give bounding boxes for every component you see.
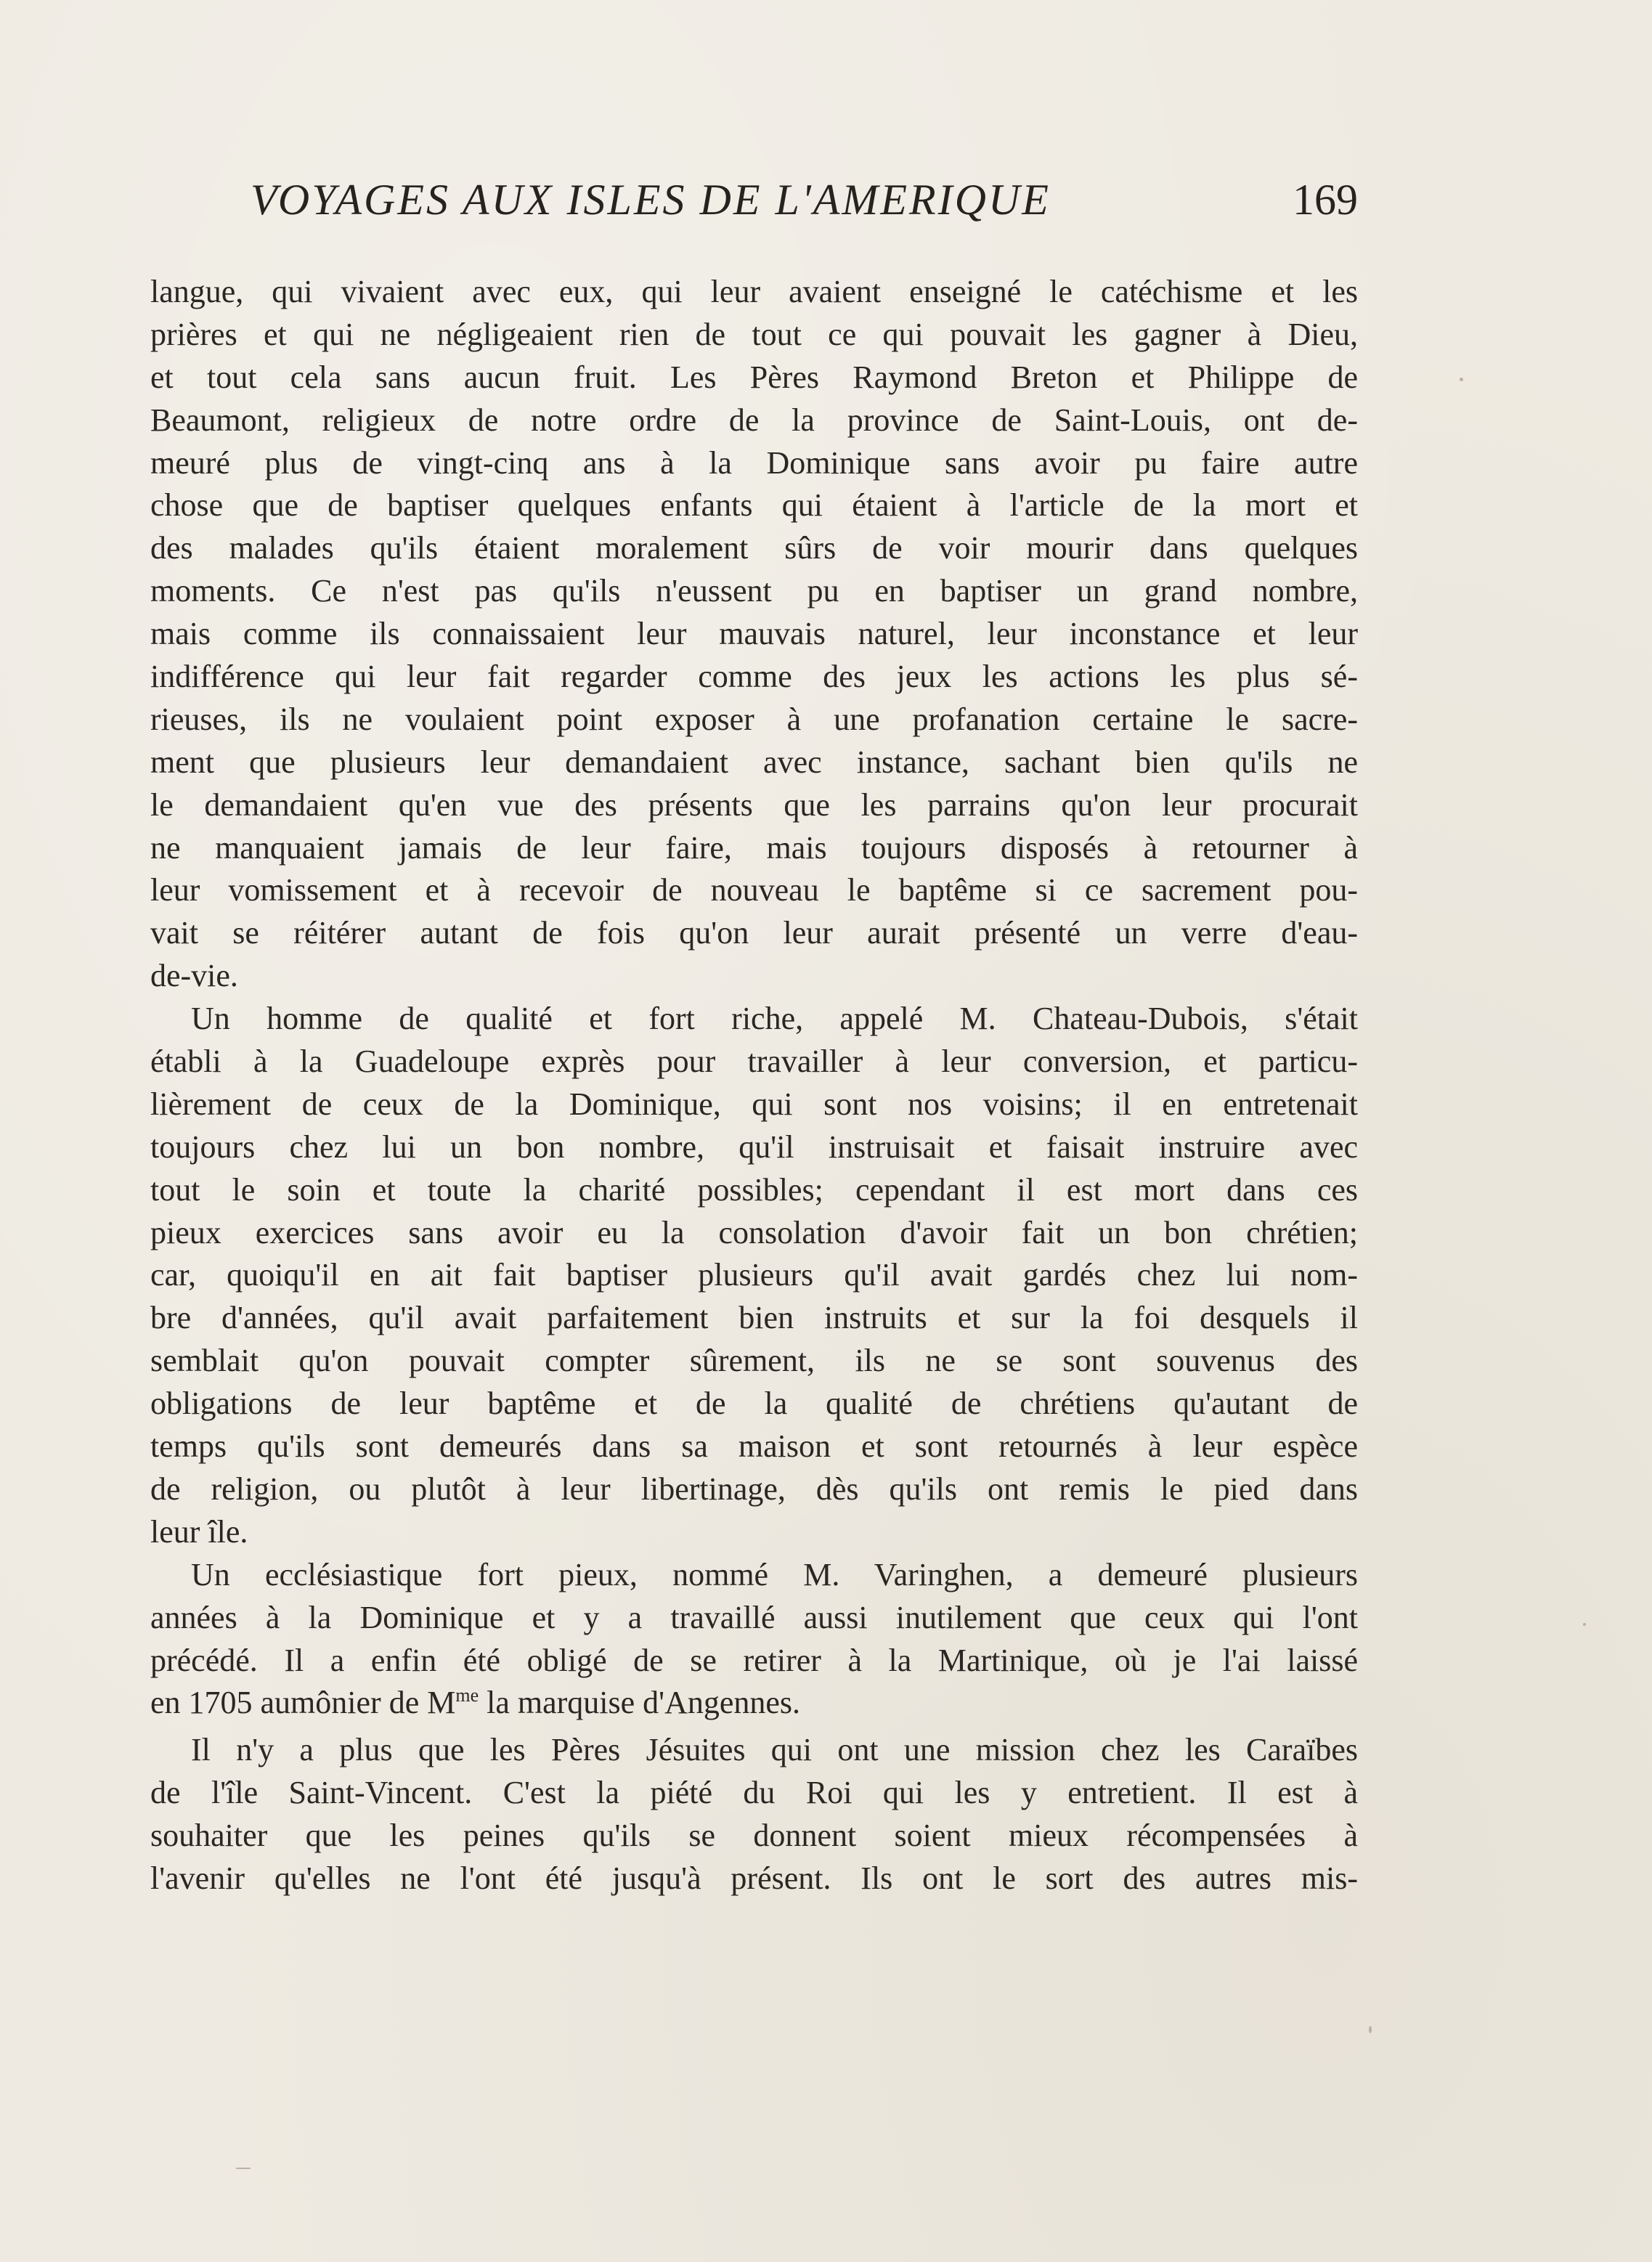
paragraph <box>150 1554 1358 1725</box>
body-text <box>150 271 1358 1900</box>
text-line: lièrement de ceux de la Dominique, qui sont nos voisins; il en entretenait <box>150 1086 1358 1122</box>
text-line: souhaiter que les peines qu'ils se donnent soient mieux récompensées à <box>150 1818 1358 1854</box>
text-line: Beaumont, religieux de notre ordre de la province de Saint-Louis, ont de- <box>150 402 1358 438</box>
text-line: temps qu'ils sont demeurés dans sa maison et sont retournés à leur espèce <box>150 1428 1358 1465</box>
text-line: Un homme de qualité et fort riche, appelé M. Chateau-Dubois, s'était <box>191 1001 1358 1037</box>
text-line: mais comme ils connaissaient leur mauvais naturel, leur inconstance et leur <box>150 616 1358 652</box>
text-line: chose que de baptiser quelques enfants qui étaient à l'article de la mort et <box>150 487 1358 524</box>
text-line: le demandaient qu'en vue des présents que les parrains qu'on leur procurait <box>150 786 1358 823</box>
text-line: toujours chez lui un bon nombre, qu'il instruisait et faisait instruire avec <box>150 1128 1358 1165</box>
text-line: tout le soin et toute la charité possibles; cependant il est mort dans ces <box>150 1171 1358 1208</box>
text-line: des malades qu'ils étaient moralement sûrs de voir mourir dans quelques <box>150 530 1358 566</box>
text-line <box>150 1682 1358 1725</box>
text-line: ment que plusieurs leur demandaient avec instance, sachant bien qu'ils ne <box>150 744 1358 780</box>
text-line: obligations de leur baptême et de la qualité de chrétiens qu'autant de <box>150 1386 1358 1422</box>
text-line: rieuses, ils ne voulaient point exposer à une profanation certaine le sacre- <box>150 701 1358 737</box>
paper-speck <box>236 2168 251 2169</box>
text-line: bre d'années, qu'il avait parfaitement bien instruits et sur la foi desquels il <box>150 1300 1358 1336</box>
paragraph <box>150 1729 1358 1900</box>
paper-speck <box>1460 378 1463 381</box>
text-line: établi à la Guadeloupe exprès pour travailler à leur conversion, et particu- <box>150 1043 1358 1080</box>
text-line: et tout cela sans aucun fruit. Les Pères Raymond Breton et Philippe de <box>150 359 1358 395</box>
paragraph <box>150 271 1358 998</box>
page-header <box>251 167 1358 232</box>
text-line: de l'île Saint-Vincent. C'est la piété du Roi qui les y entretient. Il est à <box>150 1775 1358 1811</box>
text-line: vait se réitérer autant de fois qu'on leur aurait présenté un verre d'eau- <box>150 915 1358 951</box>
text-line: années à la Dominique et y a travaillé aussi inutilement que ceux qui l'ont <box>150 1599 1358 1635</box>
text-line: précédé. Il a enfin été obligé de se retirer à la Martinique, où je l'ai laissé <box>150 1642 1358 1678</box>
text-line: langue, qui vivaient avec eux, qui leur avaient enseigné le catéchisme et les <box>150 274 1358 309</box>
text-line: leur vomissement et à recevoir de nouveau le baptême si ce sacrement pou- <box>150 872 1358 908</box>
text-line: l'avenir qu'elles ne l'ont été jusqu'à présent. Ils ont le sort des autres mis- <box>150 1860 1358 1896</box>
text-line: de religion, ou plutôt à leur libertinage, dès qu'ils ont remis le pied dans <box>150 1470 1358 1507</box>
text-line: leur île. <box>150 1513 248 1550</box>
page-number: 169 <box>1293 176 1358 224</box>
paper-speck <box>1369 2026 1372 2033</box>
text-line: de-vie. <box>150 958 238 994</box>
superscript-abbreviation: me <box>455 1685 479 1706</box>
paper-speck <box>1583 1623 1586 1626</box>
paragraph <box>150 998 1358 1554</box>
text-line: Un ecclésiastique fort pieux, nommé M. Varinghen, a demeuré plusieurs <box>191 1556 1358 1592</box>
text-line: prières et qui ne négligeaient rien de tout ce qui pouvait les gagner à Dieu, <box>150 316 1358 352</box>
text-line: semblait qu'on pouvait compter sûrement, ils ne se sont souvenus des <box>150 1343 1358 1379</box>
text-line: Il n'y a plus que les Pères Jésuites qui ont une mission chez les Caraïbes <box>191 1732 1358 1768</box>
text-line: pieux exercices sans avoir eu la consolation d'avoir fait un bon chrétien; <box>150 1214 1358 1250</box>
text-line: indifférence qui leur fait regarder comme des jeux les actions les plus sé- <box>150 659 1358 695</box>
text-fragment: la marquise d'Angennes. <box>479 1685 801 1721</box>
text-fragment: en 1705 aumônier de M <box>150 1685 456 1721</box>
running-title: VOYAGES AUX ISLES DE L'AMERIQUE <box>251 176 1051 224</box>
text-line: ne manquaient jamais de leur faire, mais toujours disposés à retourner à <box>150 829 1358 866</box>
text-line: moments. Ce n'est pas qu'ils n'eussent pu en baptiser un grand nombre, <box>150 573 1358 609</box>
text-line: car, quoiqu'il en ait fait baptiser plusieurs qu'il avait gardés chez lui nom- <box>150 1257 1358 1293</box>
text-line: meuré plus de vingt-cinq ans à la Dominique sans avoir pu faire autre <box>150 444 1358 481</box>
